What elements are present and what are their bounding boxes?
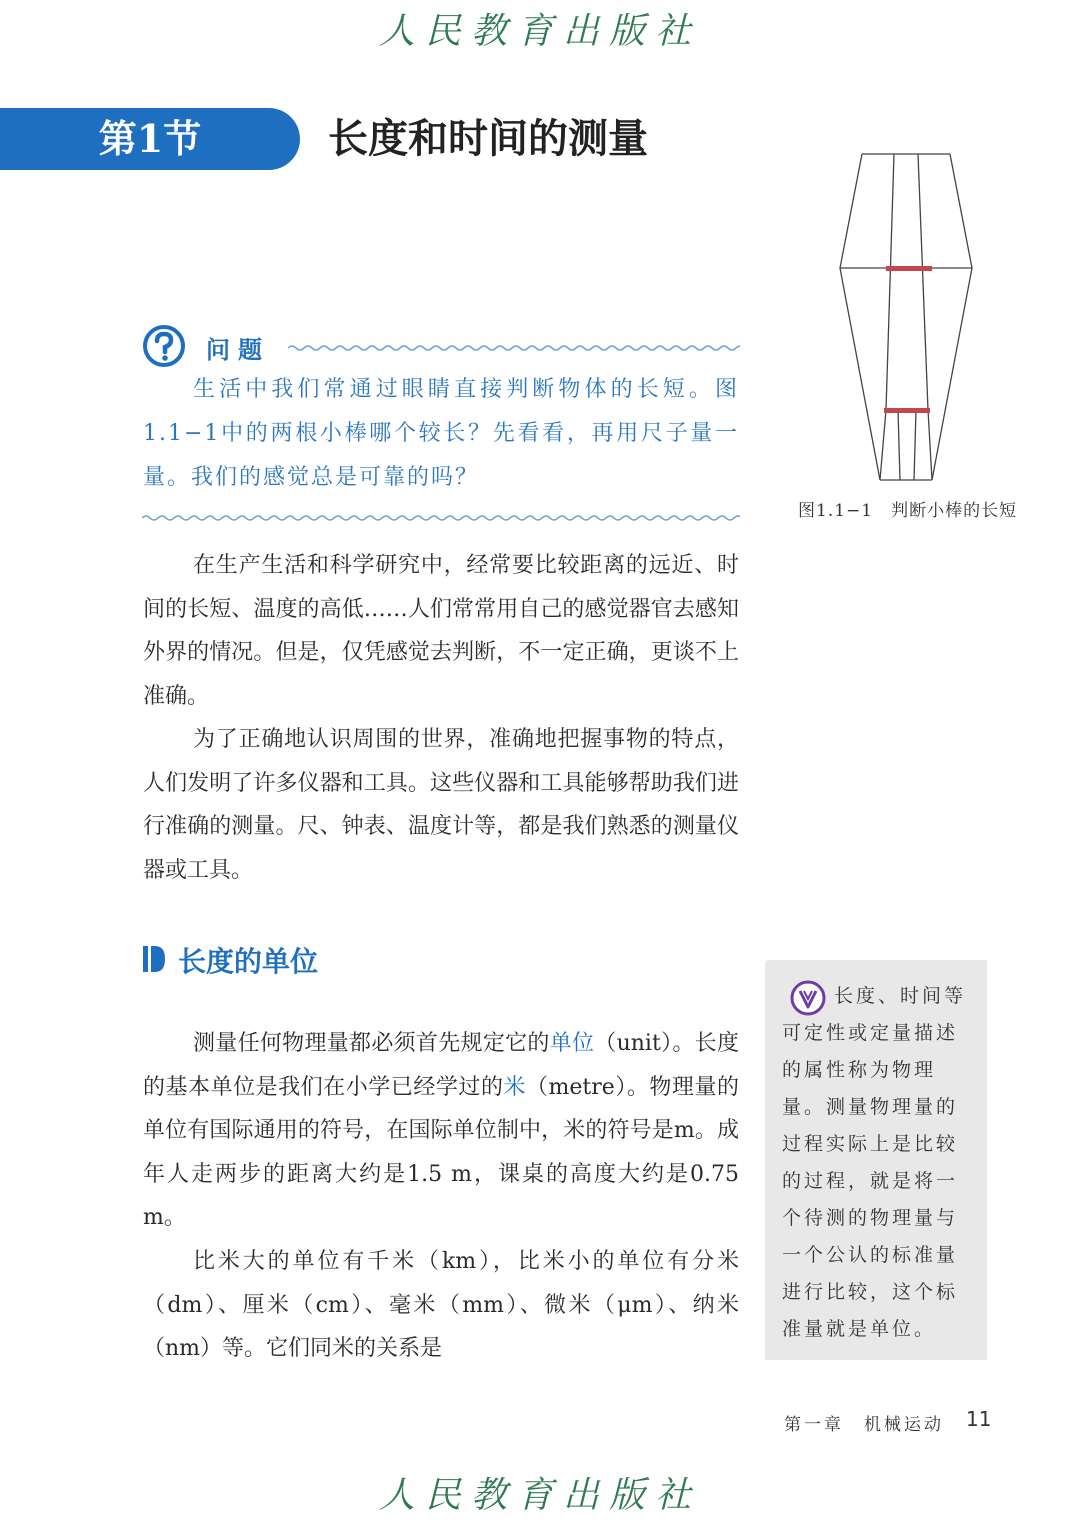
term-metre: 米 [503,1074,527,1100]
question-mark-icon [142,324,186,368]
section-label: 第1节 [98,116,202,161]
question-divider-bottom [142,514,740,522]
publisher-watermark-bottom: 人民教育出版社 [378,1475,701,1516]
section-title: 长度和时间的测量 [328,115,648,162]
publisher-watermark-top: 人民教育出版社 [378,11,701,52]
figure-stick-lower [884,408,930,413]
paragraph-3-part-b: （unit）。长度的基本单位是我们在小学已经学过的 [143,1031,739,1100]
paragraph-2: 为了正确地认识周围的世界，准确地把握事物的特点，人们发明了许多仪器和工具。这些仪器和工具能够帮助我们进行准确的测量。尺、钟表、温度计等，都是我们熟悉的测量仪器或工具。 [143,727,739,883]
paragraph-3-part-a: 测量任何物理量都必须首先规定它的 [193,1031,550,1056]
unit-section-heading: 长度的单位 [178,945,319,978]
paragraph-3-part-c: （metre）。物理量的单位有国际通用的符号，在国际单位制中，米的符号是m。成年人走两步的距离大约是1.5 m，课桌的高度大约是0.75 m。 [143,1074,739,1230]
question-divider-top [288,344,740,352]
term-unit: 单位 [549,1031,595,1056]
paragraph-4: 比米大的单位有千米（km），比米小的单位有分米（dm）、厘米（cm）、毫米（mm）、微米（μm）、纳米（nm）等。它们同米的关系是 [143,1249,739,1361]
paragraph-3 [143,1022,739,1240]
figure-caption: 图1.1−1 判断小棒的长短 [798,501,1018,521]
footer-chapter: 第一章 机械运动 [784,1415,944,1435]
figure-sticks-illusion [836,150,976,485]
section-marker-icon [143,946,165,972]
sidebar-note-text: 长度、时间等可定性或定量描述的属性称为物理量。测量物理量的过程实际上是比较的过程，就是将一个待测的物理量与一个公认的标准量进行比较，这个标准量就是单位。 [782,985,967,1340]
question-heading: 问题 [206,336,270,364]
figure-stick-upper [886,266,932,271]
question-body: 生活中我们常通过眼睛直接判断物体的长短。图1.1−1中的两根小棒哪个较长？先看看，再用尺子量一量。我们的感觉总是可靠的吗？ [143,377,739,490]
paragraph-1: 在生产生活和科学研究中，经常要比较距离的远近、时间的长短、温度的高低……人们常常用自己的感觉器官去感知外界的情况。但是，仅凭感觉去判断，不一定正确，更谈不上准确。 [143,553,739,709]
footer-page-number: 11 [966,1407,992,1431]
